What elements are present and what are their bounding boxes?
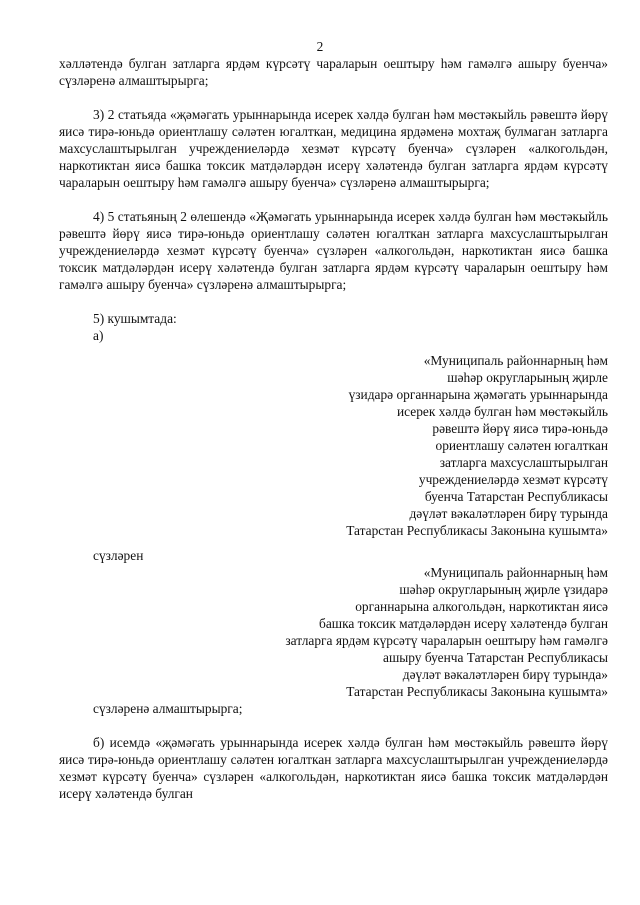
old-appendix-title	[59, 352, 608, 539]
text-line: буенча» сүзләрен «алкогольдән, наркотиктан яисә башка токсик матдәләрдән исерү	[59, 141, 608, 173]
text-line: рәвештә йөрү яисә тирә-юньдә ориентлашу сәләтен югалткан, медицина ярдәменә	[59, 107, 608, 139]
words-label: сүзләрен	[93, 548, 144, 563]
text-line: буенча» сүзләренә алмаштырырга;	[291, 175, 490, 190]
quote-line: «Муниципаль районнарның һәм	[423, 353, 608, 368]
quote-line: «Муниципаль районнарның һәм	[423, 565, 608, 580]
text-line: буенча» сүзләренә алмаштырырга;	[59, 56, 608, 88]
text-line: хәләтендә булган затларга ярдәм күрсәтү чараларын оештыру һәм гамәлгә ашыру	[59, 158, 608, 190]
quote-line: башка токсик матдәләрдән исерү хәләтендә булган	[319, 616, 608, 631]
quote-line: органнарына алкогольдән, наркотиктан яисә	[355, 599, 608, 614]
text-line: мохтаҗ булмаган затларга махсуслаштырылган учреждениеләрдә хезмәт күрсәтү	[59, 124, 608, 156]
document-body	[59, 55, 608, 802]
text-line: б) исемдә «җәмәгать урыннарында исерек хәлдә булган һәм мөстәкыйль	[93, 735, 524, 750]
text-line: 3) 2 статьяда «җәмәгать урыннарында исерек хәлдә булган һәм мөстәкыйль	[93, 107, 527, 122]
quote-line: буенча Татарстан Республикасы	[424, 489, 608, 504]
replace-instruction: сүзләренә алмаштырырга;	[93, 701, 243, 716]
text-line: мөстәкыйль рәвештә йөрү яисә тирә-юньдә ориентлашу сәләтен югалткан затларга	[59, 209, 608, 241]
quote-line: ашыру буенча Татарстан Республикасы	[383, 650, 608, 665]
paragraph-item-5b	[59, 734, 608, 802]
text-line: 4) 5 статьяның 2 өлешендә «Җәмәгать урыннарында исерек хәлдә булган һәм	[93, 209, 537, 224]
quote-line: рәвештә йөрү яисә тирә-юньдә	[432, 421, 608, 436]
text-line: махсуслаштырылган учреждениеләрдә хезмәт күрсәтү буенча» сүзләрен	[59, 752, 608, 784]
quote-line: дәүләт вәкаләтләрен бирү турында	[409, 506, 608, 521]
quote-line: учреждениеләрдә хезмәт күрсәтү	[418, 472, 608, 487]
text-line: алмаштырырга;	[256, 277, 347, 292]
text-line: рәвештә йөрү яисә тирә-юньдә ориентлашу сәләтен югалткан затларга	[59, 735, 608, 767]
new-appendix-title	[59, 564, 608, 700]
quote-line: Татарстан Республикасы Законына кушымта»	[346, 523, 608, 538]
quote-line: затларга махсуслаштырылган	[439, 455, 608, 470]
page-number: 2	[316, 39, 324, 54]
quote-line: затларга ярдәм күрсәтү чараларын оештыру һәм гамәлгә	[285, 633, 608, 648]
text-line: хәлләтендә булган затларга ярдәм күрсәтү чараларын оештыру һәм гамәлгә ашыру	[59, 56, 557, 71]
quote-line: ориентлашу сәләтен югалткан	[435, 438, 608, 453]
text-line: махсуслаштырылган учреждениеләрдә хезмәт күрсәтү буенча» сүзләрен	[59, 226, 608, 258]
paragraph-continuation	[59, 55, 608, 89]
quote-line: дәүләт вәкаләтләрен бирү турында»	[402, 667, 608, 682]
text-line: «алкогольдән, наркотиктан яисә башка токсик матдәләрдән исерү хәләтендә булган	[59, 243, 608, 275]
paragraph-item-4	[59, 208, 608, 293]
item-5a-label: а)	[93, 328, 104, 343]
quote-line: шәһәр округларының җирле	[447, 370, 608, 385]
quote-line: Татарстан Республикасы Законына кушымта»	[346, 684, 608, 699]
item-5-heading: 5) кушымтада:	[93, 311, 177, 326]
quote-line: шәһәр округларының җирле үзидарә	[399, 582, 608, 597]
quote-line: исерек хәлдә булган һәм мөстәкыйль	[397, 404, 608, 419]
text-line: затларга ярдәм күрсәтү чараларын оештыру һәм гамәлгә ашыру буенча» сүзләренә	[59, 260, 608, 292]
quote-line: үзидарә органнарына җәмәгать урыннарында	[348, 387, 608, 402]
paragraph-item-3	[59, 106, 608, 191]
text-line: «алкогольдән, наркотиктан яисә башка токсик матдәләрдән исерү хәләтендә булган	[59, 769, 609, 801]
